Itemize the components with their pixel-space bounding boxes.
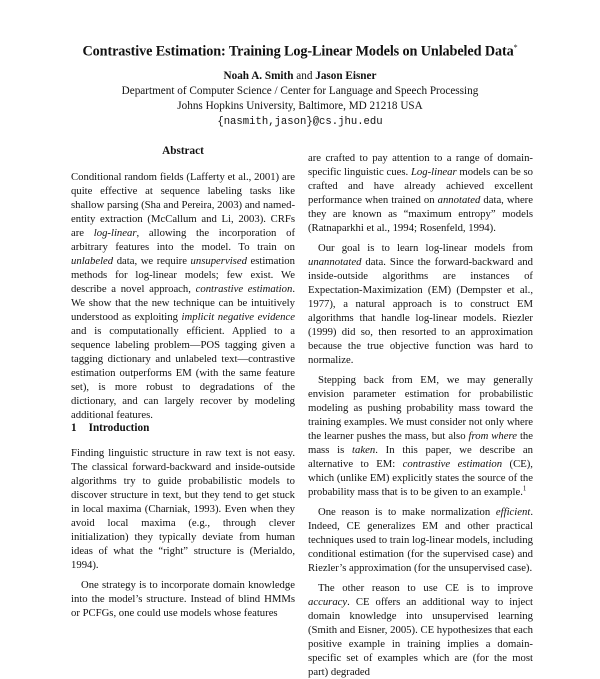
right-paragraph-4: One reason is to make normalization efficient. Indeed, CE generalizes EM and other practical techniques used to train log-linear models, including conditional estimation (for the supervised case) and Riezler’s approximation (for the unsupervised case).	[308, 506, 533, 574]
right-paragraph-5: The other reason to use CE is to improve accuracy. CE offers an additional way to inject domain knowledge into unsupervised learning (Smith and Eisner, 2005). CE hypothesizes that each positive example in training implies a domain-specific set of examples which are (for the most part) degraded	[308, 582, 533, 678]
footnote-mark: 1	[522, 484, 527, 493]
author-2: Jason Eisner	[315, 70, 377, 82]
right-paragraph-2: Our goal is to learn log-linear models from unannotated data. Since the forward-backward and inside-outside algorithms are instances of Expectation-Maximization (EM) (Dempster et al., 1977), a natural approach is to construct EM algorithms that handle log-linear models. Riezler (1999) did so, then resorted to an approximation because the true objective function was hard to normalize.	[308, 242, 533, 366]
paper-title-text: Contrastive Estimation: Training Log-Linear Models on Unlabeled Data	[82, 43, 514, 60]
introduction-body	[71, 446, 295, 620]
section-number: 1	[71, 422, 77, 434]
author-1: Noah A. Smith	[223, 70, 294, 82]
intro-paragraph-1: Finding linguistic structure in raw text is not easy. The classical forward-backward and inside-outside algorithms try to guide probabilistic models to discover structure in text, but they tend to get stuck in local maxima (Charniak, 1993). Even when they avoid local maxima (e.g., through clever initialization) they typically deviate from human ideas of what the “right” structure is (Merialdo, 1994).	[71, 447, 295, 571]
right-paragraph-1: are crafted to pay attention to a range of domain-specific linguistic cues. Log-linear models can be so crafted and have already achieved excellent performance when trained on annotated data, where they are known as “maximum entropy” models (Ratnaparkhi et al., 1994; Rosenfeld, 1994).	[308, 152, 533, 234]
title-footnote-mark: *	[513, 43, 518, 52]
affiliation-university: Johns Hopkins University, Baltimore, MD 21218 USA	[177, 100, 423, 112]
abstract-heading: Abstract	[162, 145, 204, 157]
intro-paragraph-2: One strategy is to incorporate domain knowledge into the model’s structure. Instead of blind HMMs or PCFGs, one could use models whose features	[71, 579, 295, 619]
affiliation-department: Department of Computer Science / Center for Language and Speech Processing	[121, 85, 479, 97]
section-heading-introduction	[71, 422, 149, 434]
right-paragraph-3: Stepping back from EM, we may generally envision parameter estimation for probabilistic modeling as pushing probability mass toward the training examples. We must consider not only where the learner pushes the mass, but also from where the mass is taken. In this paper, we describe an alternative to EM: contrastive estimation (CE), which (unlike EM) explicitly states the source of the probability mass that is to be given to an example.$^1$	[308, 374, 533, 498]
author-conjunction: and	[296, 70, 313, 82]
paper-title	[0, 43, 600, 61]
author-email: {nasmith,jason}@cs.jhu.edu	[217, 116, 383, 128]
author-line	[0, 70, 600, 82]
section-title: Introduction	[88, 422, 150, 434]
abstract-paragraph: Conditional random fields (Lafferty et al., 2001) are quite effective at sequence labeling tasks like shallow parsing (Sha and Pereira, 2003) and named-entity extraction (McCallum and Li, 2003). CRFs are log-linear, allowing the incorporation of arbitrary features into the model. To train on unlabeled data, we require unsupervised estimation methods for log-linear models; few exist. We describe a novel approach, contrastive estimation. We show that the new technique can be intuitively understood as exploiting implicit negative evidence and is computationally efficient. Applied to a sequence labeling problem—POS tagging given a tagging dictionary and unlabeled text—contrastive estimation outperforms EM (with the same feature set), is more robust to degradations of the dictionary, and can largely recover by modeling additional features.	[71, 171, 295, 421]
abstract-body	[71, 170, 295, 422]
